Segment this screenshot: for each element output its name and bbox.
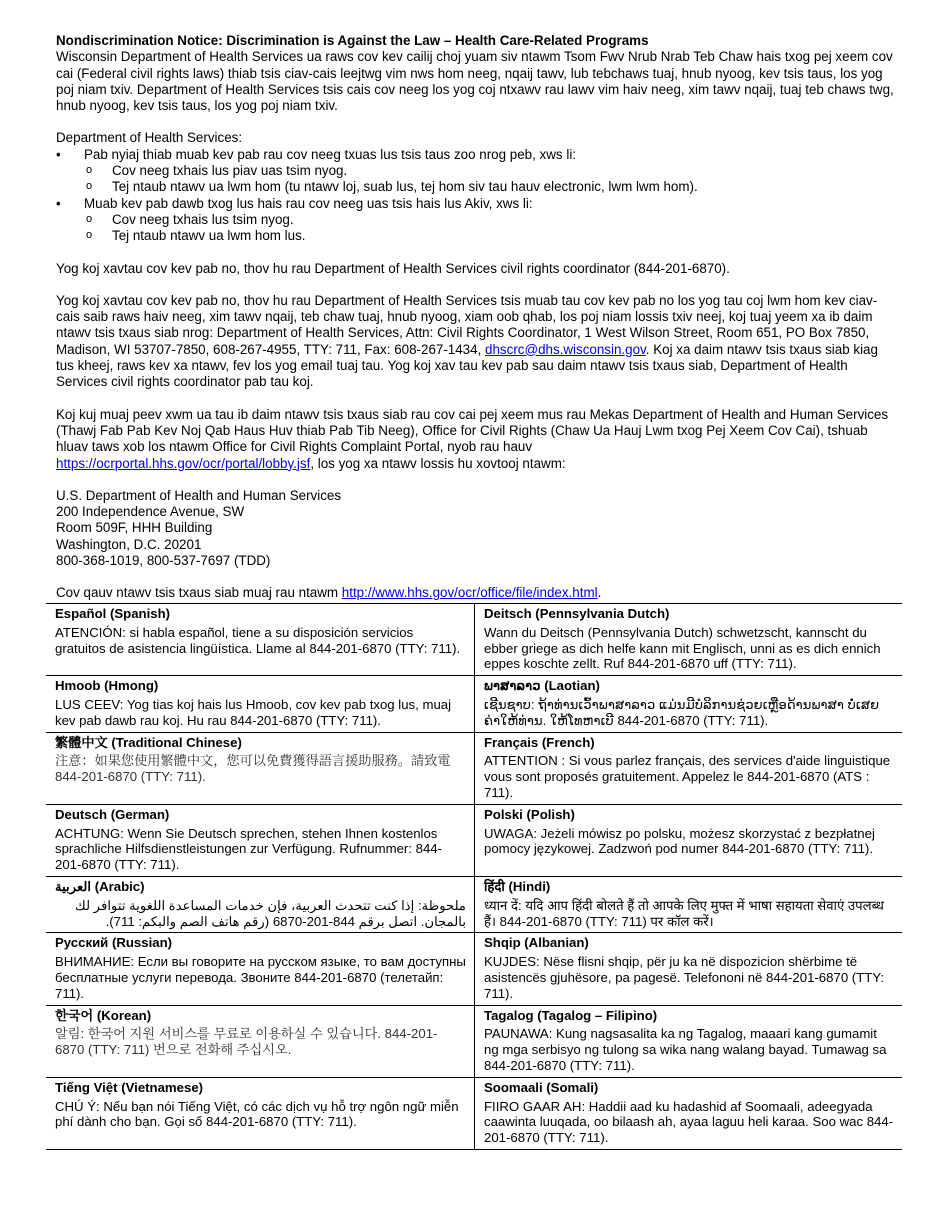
notice-intro: Wisconsin Department of Health Services ua raws cov kev cailij choj yuam siv ntawm Tsom Fwv Nrub Nrab Teb Chaw hais txog pej xeem cov cai (Federal civil rights laws) thiab tsis ciav-cais leejtwg vim nws hom neeg, nqaij tawv, lub tebchaws tuaj, hnub nyoog, kev tsis taus, los yog poj niam txiv. Department of Health Services tsis cais cov neeg los yog coj ntxawv rau lawv vim haiv neeg, xim tawv nqaij, tuaj teb chaws twg, hnub nyoog, kev tsis taus, los yog poj niam txiv. bbox=[56, 49, 894, 114]
hhs-address bbox=[56, 488, 896, 569]
complaint-email-link[interactable]: dhscrc@dhs.wisconsin.gov bbox=[485, 341, 646, 357]
language-cell-arabic bbox=[46, 876, 475, 932]
language-name: Deitsch (Pennsylvania Dutch) bbox=[484, 606, 670, 621]
language-text: 注意：如果您使用繁體中文，您可以免費獲得語言援助服務。請致電 844-201-6870 (TTY: 711). bbox=[55, 753, 451, 785]
services-list bbox=[56, 147, 896, 245]
language-name: Français (French) bbox=[484, 734, 595, 750]
language-text: ملحوظة: إذا كنت تتحدث العربية، فإن خدمات المساعدة اللغوية تتوافر لك بالمجان. اتصل برقم 844-201-6870 (رقم هاتف الصم والبكم: 711). bbox=[75, 897, 466, 929]
table-row bbox=[46, 933, 902, 1005]
coordinator-paragraph: Yog koj xavtau cov kev pab no, thov hu rau Department of Health Services civil rights coordinator (844-201-6870). bbox=[56, 260, 730, 276]
language-name: Soomaali (Somali) bbox=[484, 1079, 599, 1095]
complaint-text-1: Yog koj xavtau cov kev pab no, thov hu rau Department of Health Services tsis muab tau cov kev pab no los yog tau coj lwm hom kev ciav-cais saib raws haiv neeg, xim tawv nqaij, teb chaw tuaj, hnub nyoog, xiam oob qhab, los poj niam lossis txiv neej, koj tuaj yeem xa ib daim ntawv tsis txaus siab nrog: Department of Health Services, Attn: Civil Rights Coordinator, 1 West Wilson Street, Room 651, PO Box 7850, Madison, WI 53707-7850, 608-267-4955, TTY: 711, Fax: 608-267-1434, bbox=[56, 292, 878, 357]
language-name: Polski (Polish) bbox=[484, 806, 575, 822]
language-cell-polish bbox=[475, 804, 903, 876]
language-cell-vietnamese bbox=[46, 1077, 475, 1149]
language-assistance-table bbox=[46, 603, 902, 1150]
address-line-5: 800-368-1019, 800-537-7697 (TDD) bbox=[56, 553, 271, 569]
language-text: PAUNAWA: Kung nagsasalita ka ng Tagalog, maaari kang gumamit ng mga serbisyo ng tulong sa wika nang walang bayad. Tumawag sa 844-201-6870 (TTY: 711). bbox=[484, 1026, 887, 1073]
ocr-text-2: , los yog xa ntawv lossis hu xovtooj ntawm: bbox=[310, 455, 566, 471]
dept-label: Department of Health Services: bbox=[56, 130, 243, 146]
language-name: ພາສາລາວ (Laotian) bbox=[484, 678, 600, 694]
language-text: LUS CEEV: Yog tias koj hais lus Hmoob, cov kev pab txog lus, muaj kev pab dawb rau koj. Hu rau 844-201-6870 (TTY: 711). bbox=[55, 696, 452, 728]
service-bullet-2: • Muab kev pab dawb txog lus hais rau cov neeg uas tsis hais lus Akiv, xws li: bbox=[56, 196, 896, 212]
language-name: Tiếng Việt (Vietnamese) bbox=[55, 1079, 204, 1095]
forms-link[interactable]: http://www.hhs.gov/ocr/office/file/index.html bbox=[341, 585, 598, 601]
complaint-text-2: . Koj xa daim ntawv tsis txaus siab kiag tus kheej, raws kev xa ntawv, fev los yog email tuaj tau. Yog koj xav tau kev pab sau daim ntawv tsis txaus siab, Department of Health Services civil rights coordinator pab tau koj. bbox=[56, 341, 878, 390]
table-row bbox=[46, 676, 902, 732]
language-cell-laotian bbox=[475, 676, 903, 732]
service-sub-bullet-1-2: o Tej ntaub ntawv ua lwm hom (tu ntawv loj, suab lus, tej hom siv tau hauv electronic, lwm lwm hom). bbox=[56, 179, 896, 195]
service-bullet-1: • Pab nyiaj thiab muab kev pab rau cov neeg txuas lus tsis taus zoo nrog peb, xws li: bbox=[56, 147, 896, 163]
notice-section bbox=[56, 33, 896, 602]
language-text: FIIRO GAAR AH: Haddii aad ku hadashid af Soomaali, adeegyada caawinta luuqada, oo bilaash ah, ayaa laguu heli karaa. Soo wac 844-201-6870 (TTY: 711). bbox=[484, 1098, 894, 1146]
forms-text: Cov qauv ntawv tsis txaus siab muaj rau ntawm bbox=[56, 585, 342, 601]
language-cell-korean bbox=[46, 1005, 475, 1077]
language-cell-russian bbox=[46, 933, 475, 1005]
language-text: ATENCIÓN: si habla español, tiene a su disposición servicios gratuitos de asistencia lingüística. Llame al 844-201-6870 (TTY: 711). bbox=[55, 624, 461, 656]
language-cell-albanian bbox=[475, 933, 903, 1005]
language-name: Español (Spanish) bbox=[55, 606, 171, 621]
language-name: Shqip (Albanian) bbox=[484, 935, 589, 951]
language-cell-french bbox=[475, 732, 903, 804]
forms-end: . bbox=[597, 585, 602, 601]
language-cell-traditional-chinese bbox=[46, 732, 475, 804]
table-row bbox=[46, 1077, 902, 1149]
table-row bbox=[46, 876, 902, 932]
language-name: 繁體中文 (Traditional Chinese) bbox=[55, 734, 242, 750]
complaint-paragraph bbox=[56, 293, 896, 391]
ocr-paragraph bbox=[56, 407, 896, 472]
address-line-4: Washington, D.C. 20201 bbox=[56, 536, 202, 552]
service-sub-bullet-1-1: o Cov neeg txhais lus piav uas tsim nyog. bbox=[56, 163, 896, 179]
language-cell-german bbox=[46, 804, 475, 876]
language-text: ACHTUNG: Wenn Sie Deutsch sprechen, stehen Ihnen kostenlos sprachliche Hilfsdienstleistungen zur Verfügung. Rufnummer: 844-201-6870 (TTY: 711). bbox=[55, 825, 443, 873]
language-name: Deutsch (German) bbox=[55, 806, 170, 822]
language-text: ATTENTION : Si vous parlez français, des services d'aide linguistique vous sont proposés gratuitement. Appelez le 844-201-6870 (ATS : 711). bbox=[484, 753, 891, 800]
language-text: ध्यान दें: यदि आप हिंदी बोलते हैं तो आपके लिए मुफ्त में भाषा सहायता सेवाएं उपलब्ध हैं। 844-201-6870 (TTY: 711) पर कॉल करें। bbox=[484, 897, 884, 929]
service-sub-bullet-2-1: o Cov neeg txhais lus tsim nyog. bbox=[56, 212, 896, 228]
language-cell-pennsylvania-dutch bbox=[475, 604, 903, 676]
language-name: Hmoob (Hmong) bbox=[55, 678, 159, 694]
language-text: Wann du Deitsch (Pennsylvania Dutch) schwetzscht, kannscht du ebber griege as dich helfe kann mit Englisch, unni as es dich ennich eppes koschte zellt. Ruf 844-201-6870 uff (TTY: 711). bbox=[484, 624, 881, 672]
language-name: Русский (Russian) bbox=[55, 935, 173, 951]
address-line-2: 200 Independence Avenue, SW bbox=[56, 504, 245, 520]
table-row bbox=[46, 804, 902, 876]
language-cell-somali bbox=[475, 1077, 903, 1149]
language-text: ເຊີນຊາບ: ຖ້າທ່ານເວົ້າພາສາລາວ ແມ່ນມີບໍລິການຊ່ວຍເຫຼືອດ້ານພາສາ ບໍ່ເສຍຄ່າໃຫ້ທ່ານ. ໃຫ້ໂທຫາເບີ 844-201-6870 (TTY: 711). bbox=[484, 696, 880, 728]
language-cell-hmong bbox=[46, 676, 475, 732]
language-name: Tagalog (Tagalog – Filipino) bbox=[484, 1007, 658, 1023]
language-cell-tagalog bbox=[475, 1005, 903, 1077]
ocr-text-1: Koj kuj muaj peev xwm ua tau ib daim ntawv tsis txaus siab rau cov cai pej xeem mus rau Mekas Department of Health and Human Services (Thawj Fab Pab Kev Noj Qab Haus Huv thiab Pab Tib Neeg), Office for Civil Rights (Chaw Ua Hauj Lwm txog Pej Xeem Cov Cai), tshuab hluav taws xob los ntawm Office for Civil Rights Complaint Portal, nyob rau hauv bbox=[56, 406, 889, 455]
language-text: CHÚ Ý: Nếu bạn nói Tiếng Việt, có các dịch vụ hỗ trợ ngôn ngữ miễn phí dành cho bạn. Gọi số 844-201-6870 (TTY: 711). bbox=[55, 1098, 459, 1130]
language-text: 알림: 한국어 지원 서비스를 무료로 이용하실 수 있습니다. 844-201-6870 (TTY: 711) 번으로 전화해 주십시오. bbox=[55, 1026, 438, 1058]
service-sub-bullet-2-2: o Tej ntaub ntawv ua lwm hom lus. bbox=[56, 228, 896, 244]
language-text: KUJDES: Nëse flisni shqip, për ju ka në dispozicion shërbime të asistencës gjuhësore, pa pagesë. Telefononi në 844-201-6870 (TTY: 711). bbox=[484, 954, 885, 1001]
language-cell-spanish bbox=[46, 604, 475, 676]
language-name: हिंदी (Hindi) bbox=[484, 878, 551, 894]
language-name: 한국어 (Korean) bbox=[55, 1007, 152, 1023]
notice-title: Nondiscrimination Notice: Discrimination is Against the Law – Health Care-Related Programs bbox=[56, 33, 649, 48]
address-line-3: Room 509F, HHH Building bbox=[56, 520, 213, 536]
address-line-1: U.S. Department of Health and Human Services bbox=[56, 487, 342, 503]
table-row bbox=[46, 604, 902, 676]
forms-paragraph bbox=[56, 585, 896, 601]
table-row bbox=[46, 732, 902, 804]
language-name: العربية (Arabic) bbox=[55, 878, 145, 894]
language-text: UWAGA: Jeżeli mówisz po polsku, możesz skorzystać z bezpłatnej pomocy językowej. Zadzwoń pod numer 844-201-6870 (TTY: 711). bbox=[484, 825, 875, 857]
language-text: ВНИМАНИЕ: Если вы говорите на русском языке, то вам доступны бесплатные услуги перевода. Звоните 844-201-6870 (телетайп: 711). bbox=[55, 954, 466, 1001]
language-cell-hindi bbox=[475, 876, 903, 932]
table-row bbox=[46, 1005, 902, 1077]
ocr-portal-link[interactable]: https://ocrportal.hhs.gov/ocr/portal/lobby.jsf bbox=[56, 455, 311, 471]
